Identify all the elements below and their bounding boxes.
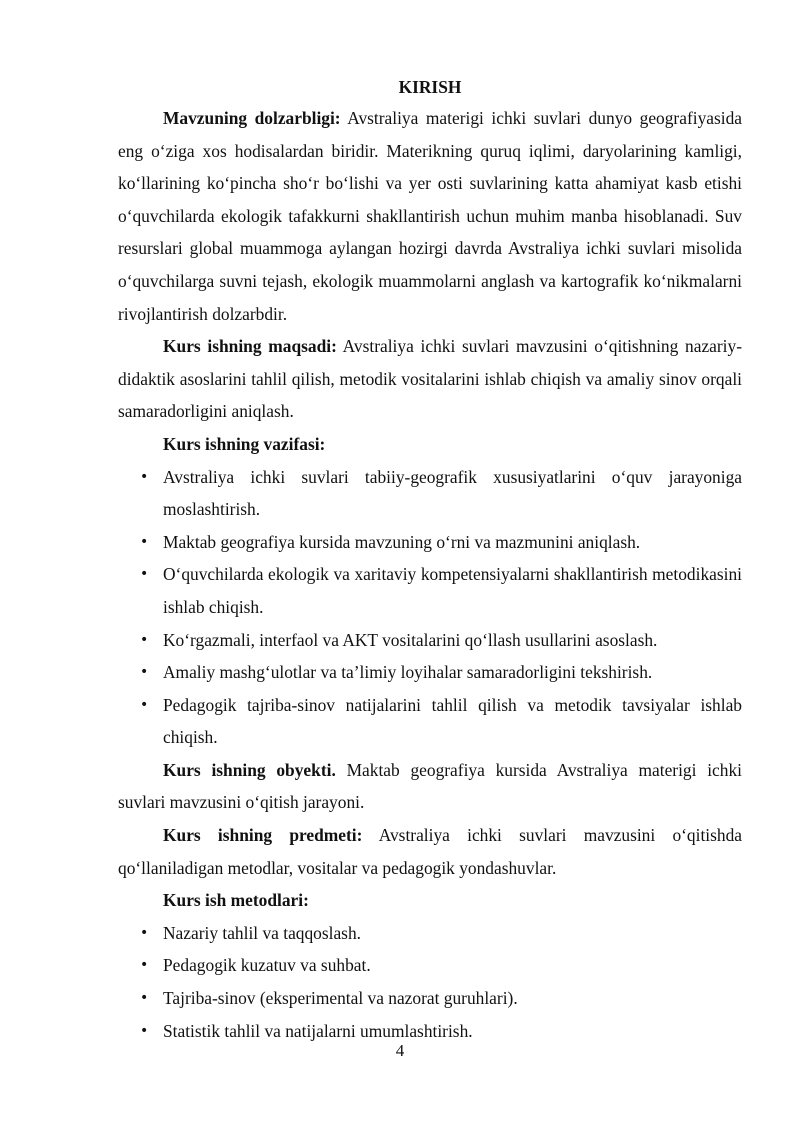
subject-paragraph	[118, 819, 742, 884]
page-number: 4	[395, 1041, 405, 1060]
list-item: • Avstraliya ichki suvlari tabiiy-geografik xususiyatlarini o‘quv jarayoniga moslashtirish.	[118, 461, 742, 526]
methods-list	[118, 917, 742, 1047]
tasks-list	[118, 461, 742, 754]
object-paragraph	[118, 754, 742, 819]
list-item: • Nazariy tahlil va taqqoslash.	[118, 917, 742, 950]
list-item: • Amaliy mashg‘ulotlar va ta’limiy loyihalar samaradorligini tekshirish.	[118, 656, 742, 689]
relevance-paragraph	[118, 102, 742, 330]
list-item: • Ko‘rgazmali, interfaol va AKT vositalarini qo‘llash usullarini asoslash.	[118, 624, 742, 657]
list-item: • Statistik tahlil va natijalarni umumlashtirish.	[118, 1015, 742, 1048]
object-label: Kurs ishning obyekti.	[163, 759, 336, 780]
methods-heading: Kurs ish metodlari:	[163, 890, 309, 911]
goal-paragraph	[118, 330, 742, 428]
object-text: Maktab geografiya kursida Avstraliya materigi ichki suvlari mavzusini o‘qitish jarayoni.	[118, 759, 742, 813]
subject-label: Kurs ishning predmeti:	[163, 825, 363, 846]
list-item: • Maktab geografiya kursida mavzuning o‘rni va mazmunini aniqlash.	[118, 526, 742, 559]
relevance-text: Avstraliya materigi ichki suvlari dunyo geografiyasida eng o‘ziga xos hodisalardan biridir. Materikning quruq iqlimi, daryolarining kamligi, ko‘llarining ko‘pincha sho‘r bo‘lishi va yer osti suvlarining katta ahamiyat kasb etishi o‘quvchilarda ekologik tafakkurni shakllantirish uchun muhim manba hisoblanadi. Suv resurslari global muammoga aylangan hozirgi davrda Avstraliya ichki suvlari misolida o‘quvchilarga suvni tejash, ekologik muammolarni anglash va kartografik ko‘nikmalarni rivojlantirish dolzarbdir.	[118, 108, 742, 324]
relevance-label: Mavzuning dolzarbligi:	[163, 108, 341, 128]
list-item: • O‘quvchilarda ekologik va xaritaviy kompetensiyalarni shakllantirish metodikasini ishlab chiqish.	[118, 558, 742, 623]
goal-text: Avstraliya ichki suvlari mavzusini o‘qitishning nazariy-didaktik asoslarini tahlil qilish, metodik vositalarini ishlab chiqish va amaliy sinov orqali samaradorligini aniqlash.	[118, 336, 742, 422]
tasks-heading: Kurs ishning vazifasi:	[163, 433, 326, 454]
list-item: • Pedagogik tajriba-sinov natijalarini tahlil qilish va metodik tavsiyalar ishlab chiqish.	[118, 689, 742, 754]
goal-label: Kurs ishning maqsadi:	[163, 336, 337, 357]
list-item: • Tajriba-sinov (eksperimental va nazorat guruhlari).	[118, 982, 742, 1015]
list-item: • Pedagogik kuzatuv va suhbat.	[118, 949, 742, 982]
page-title: KIRISH	[398, 77, 462, 97]
document-page	[118, 72, 742, 1047]
subject-text: Avstraliya ichki suvlari mavzusini o‘qitishda qo‘llaniladigan metodlar, vositalar va pedagogik yondashuvlar.	[118, 825, 742, 878]
